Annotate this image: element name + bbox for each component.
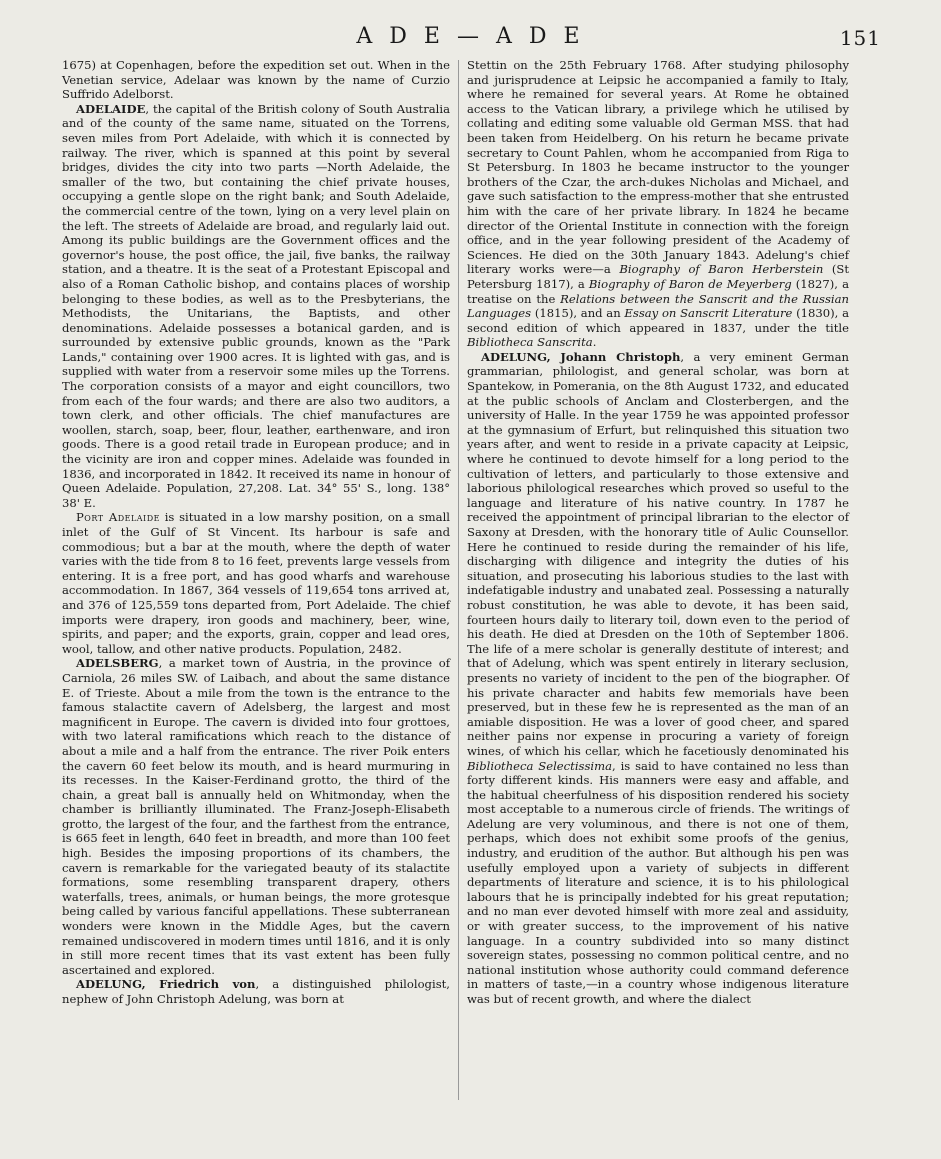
article-adelsberg xyxy=(62,656,450,977)
work-title: Essay on Sanscrit Literature xyxy=(624,306,793,321)
page-number: 151 xyxy=(839,26,881,50)
article-adelung-friedrich-cont xyxy=(467,58,849,350)
paragraph-text: , is said to have contained no less than forty different kinds. His manners were easy and affable, and the habitual cheerfulness of his disposition rendered his society most acceptable to a numerous circle of friends. The writings of Adelung are very voluminous, and there is not one of them, perhaps, which does not exhibit some proofs of the genius, industry, and erudition of the author. But although his pen was usefully employed upon a variety of subjects in different departments of literature and science, it is to his philological labours that he is principally indebted for his great reputation; and no man ever devoted himself with more zeal and assiduity, or with greater success, to the improvement of his native language. In a country subdivided into so many distinct sovereign states, possessing no common political centre, and no national institution whose authority could command deference in matters of taste,—in a country whose indigenous literature was but of recent growth, and where the dialect xyxy=(467,758,850,1006)
article-port-adelaide xyxy=(62,510,450,656)
page-header xyxy=(60,24,881,54)
article-adelaide xyxy=(62,102,450,511)
paragraph-text: , a market town of Austria, in the province of Carniola, 26 miles SW. of Laibach, and about the same distance E. of Trieste. About a mile from the town is the entrance to the famous stalactite cavern of Adelsberg, the largest and most magnificent in Europe. The cavern is divided into four grottoes, with two lateral ramifications which reach to the distance of about a mile and a half from the entrance. The river Poik enters the cavern 60 feet below its mouth, and is heard murmuring in its recesses. In the Kaiser-Ferdinand grotto, the third of the chain, a great ball is annually held on Whitmonday, when the chamber is brilliantly illuminated. The Franz-Joseph-Elisabeth grotto, the largest of the four, and the farthest from the entrance, is 665 feet in length, 640 feet in breadth, and more than 100 feet high. Besides the imposing proportions of its chambers, the cavern is remarkable for the variegated beauty of its stalactite formations, some resembling transparent drapery, others waterfalls, trees, animals, or human beings, the more grotesque being called by various fanciful appellations. These subterranean wonders were known in the Middle Ages, but the cavern remained undiscovered in modern times until 1816, and it is only in still more recent times that its vast extent has been fully ascertained and explored. xyxy=(62,656,450,977)
paragraph-text: (1830), a second edition of which appeared in 1837, under the title xyxy=(467,306,849,335)
paragraph-text: (1827), a treatise on the xyxy=(467,276,849,306)
paragraph-text: (1815), and an xyxy=(531,306,625,321)
work-title: Biography of Baron de Meyerberg xyxy=(588,276,792,291)
work-title: Biography of Baron Herberstein xyxy=(619,262,824,277)
paragraph-text: (St Petersburg 1817), a xyxy=(467,262,850,291)
work-title: Bibliotheca Sanscrita xyxy=(467,335,593,350)
paragraph-text: is situated in a low marshy position, on a small inlet of the Gulf of St Vincent. Its harbour is safe and commodious; but a bar at the mouth, where the depth of water varies with the tide from 8 to 16 feet, prevents large vessels from entering. It is a free port, and has good wharfs and warehouse accommodation. In 1867, 364 vessels of 119,654 tons arrived at, and 376 of 125,559 tons departed from, Port Adelaide. The chief imports were drapery, iron goods and machinery, beer, wine, spirits, and paper; and the exports, grain, copper and lead ores, wool, tallow, and other native products. Population, 2482. xyxy=(62,510,450,656)
article-adelung-friedrich xyxy=(62,977,450,1006)
headword: ADELUNG, Johann Christoph xyxy=(481,349,681,364)
article-paragraph xyxy=(62,58,450,102)
headword: ADELAIDE xyxy=(76,101,146,116)
headword: ADELSBERG xyxy=(76,656,159,671)
subheadword: Port Adelaide xyxy=(76,510,160,525)
right-column xyxy=(467,58,849,1007)
paragraph-text: . xyxy=(592,335,597,350)
headword: ADELUNG, Friedrich von xyxy=(76,977,256,992)
left-column xyxy=(62,58,450,1007)
running-head: A D E — A D E xyxy=(356,24,585,49)
paragraph-text: Stettin on the 25th February 1768. After studying philosophy and jurisprudence at Leipsic he accompanied a family to Italy, where he remained for several years. At Rome he obtained access to the Vatican library, a privilege which he utilised by collating and editing some valuable old German MSS. that had been taken from Heidelberg. On his return he became private secretary to Count Pahlen, whom he accompanied from Riga to St Petersburg. In 1803 he became instructor to the younger brothers of the Czar, the arch-dukes Nicholas and Michael, and gave such satisfaction to the empress-mother that she entrusted him with the care of her private library. In 1824 he became director of the Oriental Institute in connection with the foreign office, and in the year following president of the Academy of Sciences. He died on the 30th January 1843. Adelung's chief literary works were—a xyxy=(467,58,849,277)
work-title: Bibliotheca Selectissima xyxy=(467,758,613,773)
paragraph-text: , the capital of the British colony of South Australia and of the county of the same name, situated on the Torrens, seven miles from Port Adelaide, with which it is connected by railway. The river, which is spanned at this point by several bridges, divides the city into two parts —North Adelaide, the smaller of the two, but containing the chief private houses, occupying a gentle slope on the right bank; and South Adelaide, the commercial centre of the town, lying on a very level plain on the left. The streets of Adelaide are broad, and regularly laid out. Among its public buildings are the Government offices and the governor's house, the post office, the jail, five banks, the railway station, and a theatre. It is the seat of a Protestant Episcopal and also of a Roman Catholic bishop, and contains places of worship belonging to these bodies, as well as to the Presbyterians, the Methodists, the Unitarians, the Baptists, and other denominations. Adelaide possesses a botanical garden, and is surrounded by extensive public grounds, known as the "Park Lands," containing over 1900 acres. It is lighted with gas, and is supplied with water from a reservoir some miles up the Torrens. The corporation consists of a mayor and eight councillors, two from each of the four wards; and there are also two auditors, a town clerk, and other officials. The chief manufactures are woollen, starch, soap, beer, flour, leather, earthenware, and iron goods. There is a good retail trade in European produce; and in the vicinity are iron and copper mines. Adelaide was founded in 1836, and incorporated in 1842. It received its name in honour of Queen Adelaide. Population, 27,208. Lat. 34° 55' S., long. 138° 38' E. xyxy=(62,101,450,510)
work-title: Relations between the Sanscrit and the Russian Languages xyxy=(467,291,849,321)
paragraph-text: 1675) at Copenhagen, before the expedition set out. When in the Venetian service, Adelaar was known by the name of Curzio Suffrido Adelborst. xyxy=(62,58,450,102)
paragraph-text: , a very eminent German grammarian, philologist, and general scholar, was born at Spantekow, in Pomerania, on the 8th August 1732, and educated at the public schools of Anclam and Closterbergen, and the university of Halle. In the year 1759 he was appointed professor at the gymnasium of Erfurt, but relinquished this situation two years after, and went to reside in a private capacity at Leipsic, where he continued to devote himself for a long period to the cultivation of letters, and particularly to those extensive and laborious philological researches which proved so useful to the language and literature of his native country. In 1787 he received the appointment of principal librarian to the elector of Saxony at Dresden, with the honorary title of Aulic Counsellor. Here he continued to reside during the remainder of his life, discharging with diligence and integrity the duties of his situation, and prosecuting his laborious studies to the last with indefatigable industry and unabated zeal. Possessing a naturally robust constitution, he was able to devote, it has been said, fourteen hours daily to literary toil, down even to the period of his death. He died at Dresden on the 10th of September 1806. The life of a mere scholar is generally destitute of interest; and that of Adelung, which was spent entirely in literary seclusion, presents no variety of incident to the pen of the biographer. Of his private character and habits few memorials have been preserved, but in these few he is represented as the man of an amiable disposition. He was a lover of good cheer, and spared neither pains nor expense in procuring a variety of foreign wines, of which his cellar, which he facetiously denominated his xyxy=(467,349,849,758)
column-divider xyxy=(458,60,459,1100)
article-adelung-johann xyxy=(467,350,849,1007)
paragraph-text: , a distinguished philologist, nephew of John Christoph Adelung, was born at xyxy=(62,977,450,1006)
